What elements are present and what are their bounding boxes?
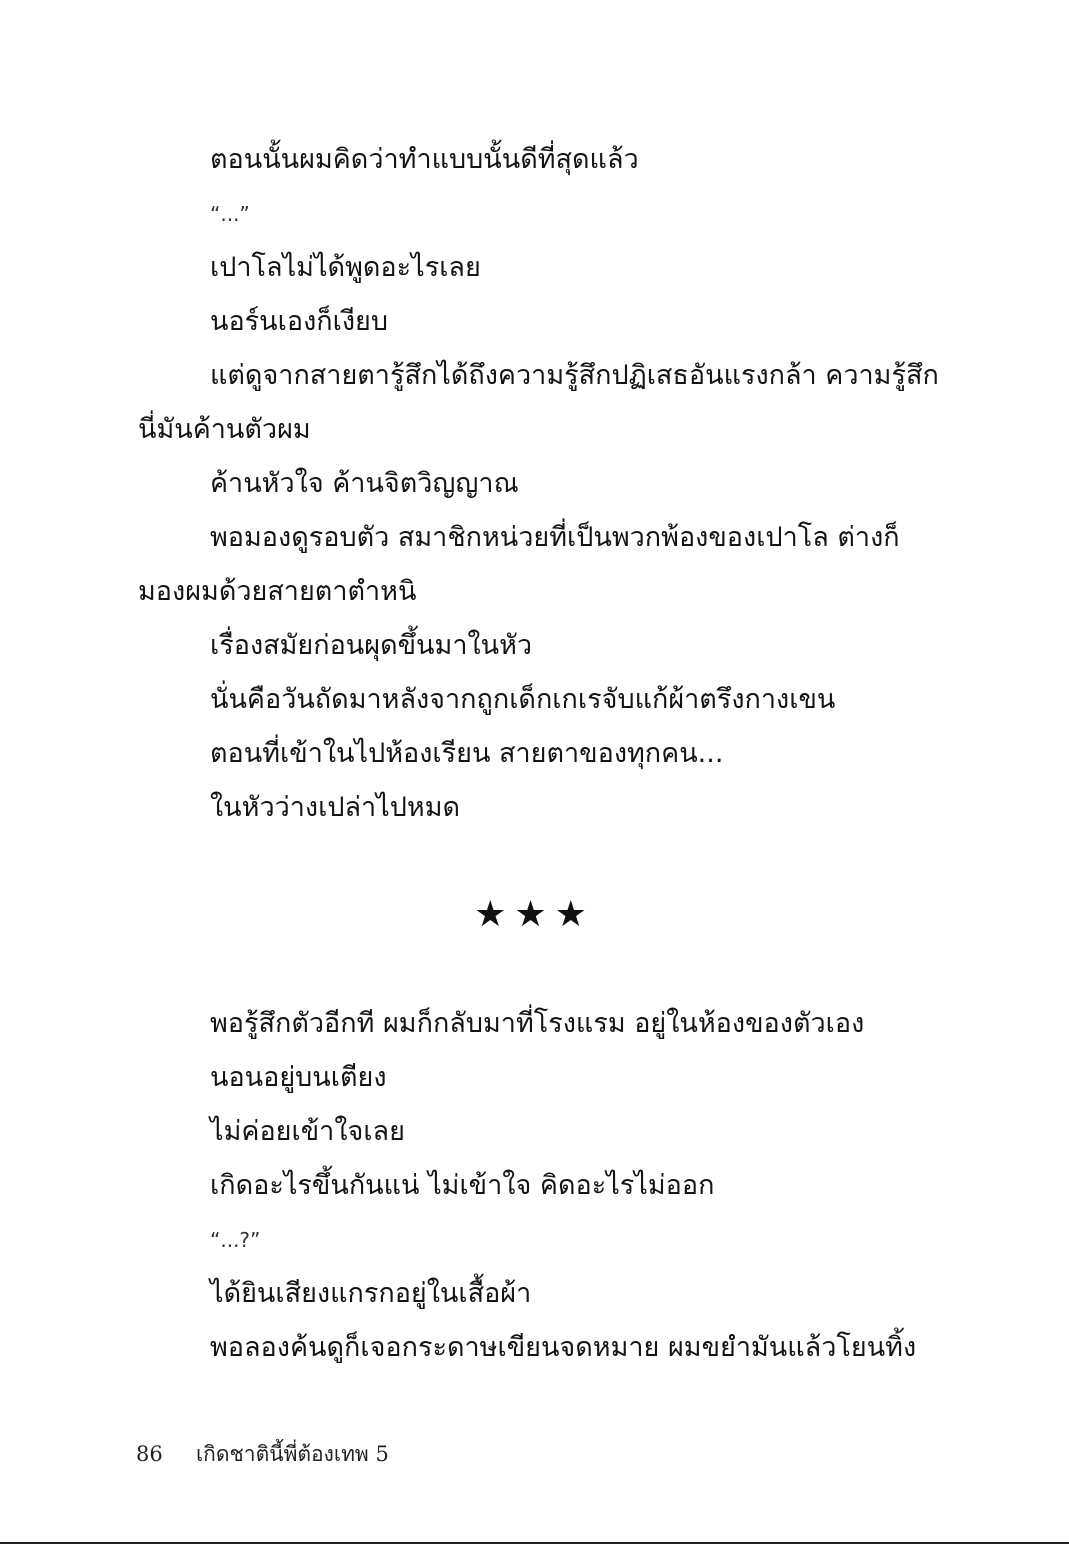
paragraph-line: ตอนนั้นผมคิดว่าทำแบบนั้นดีที่สุดแล้ว [210, 144, 639, 175]
book-title: เกิดชาตินี้พี่ต้องเทพ 5 [196, 1442, 389, 1466]
page-footer [136, 1436, 389, 1472]
paragraph-line: มองผมด้วยสายตาตำหนิ [138, 576, 417, 607]
paragraph-line: เรื่องสมัยก่อนผุดขึ้นมาในหัว [210, 630, 533, 661]
bottom-border [0, 1542, 1069, 1544]
paragraph-line: “...?” [210, 1228, 261, 1252]
paragraph-line: ไม่ค่อยเข้าใจเลย [210, 1116, 405, 1147]
page-number: 86 [136, 1442, 163, 1466]
paragraph-line: ได้ยินเสียงแกรกอยู่ในเสื้อผ้า [210, 1278, 532, 1309]
paragraph-line: นอร์นเองก็เงียบ [210, 306, 388, 337]
paragraph-line: ค้านหัวใจ ค้านจิตวิญญาณ [210, 468, 519, 499]
paragraph-line: เกิดอะไรขึ้นกันแน่ ไม่เข้าใจ คิดอะไรไม่ออก [210, 1170, 715, 1201]
paragraph-line: แต่ดูจากสายตารู้สึกได้ถึงความรู้สึกปฏิเสธอันแรงกล้า ความรู้สึก [210, 360, 939, 391]
section-separator-stars: ★★★ [474, 894, 595, 935]
paragraph-line: เปาโลไม่ได้พูดอะไรเลย [210, 252, 481, 283]
paragraph-line: ในหัวว่างเปล่าไปหมด [210, 792, 461, 823]
paragraph-line: นั่นคือวันถัดมาหลังจากถูกเด็กเกเรจับแก้ผ้าตรึงกางเขน [210, 684, 836, 715]
paragraph-line: “...” [210, 202, 250, 226]
paragraph-line: พอลองค้นดูก็เจอกระดาษเขียนจดหมาย ผมขยำมันแล้วโยนทิ้ง [210, 1332, 917, 1363]
paragraph-line: นี่มันค้านตัวผม [138, 414, 311, 445]
paragraph-line: นอนอยู่บนเตียง [210, 1062, 387, 1093]
paragraph-line: พอมองดูรอบตัว สมาชิกหน่วยที่เป็นพวกพ้องของเปาโล ต่างก็ [210, 522, 900, 553]
paragraph-line: พอรู้สึกตัวอีกที ผมก็กลับมาที่โรงแรม อยู่ในห้องของตัวเอง [210, 1008, 865, 1039]
paragraph-line: ตอนที่เข้าในไปห้องเรียน สายตาของทุกคน... [210, 738, 724, 769]
